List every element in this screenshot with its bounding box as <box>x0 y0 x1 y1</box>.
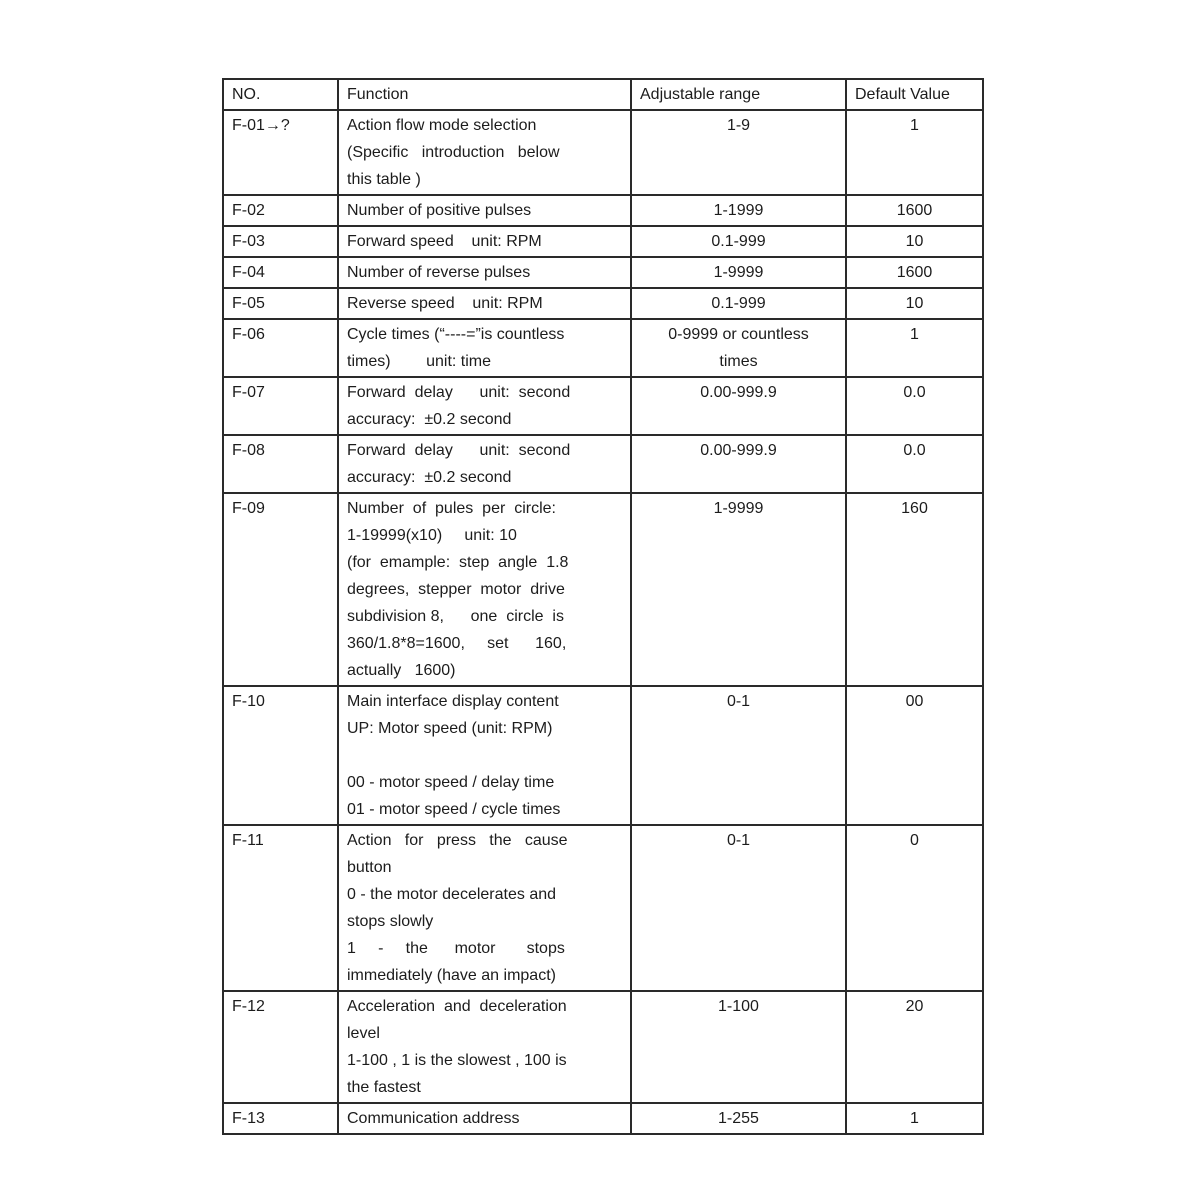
adjustable-range-cell <box>631 377 846 435</box>
parameter-table <box>222 78 984 1135</box>
range-line: 1-9999 <box>713 264 764 281</box>
function-line: immediately (have an impact) <box>347 967 556 984</box>
table-row <box>223 686 983 825</box>
function-line: times) unit: time <box>347 353 492 370</box>
function-line: Action flow mode selection <box>347 117 537 134</box>
header-row <box>223 79 983 110</box>
function-cell <box>338 257 631 288</box>
function-line: stops slowly <box>347 913 434 930</box>
function-line: 01 - motor speed / cycle times <box>347 801 561 818</box>
table-row <box>223 493 983 686</box>
function-line: 1 - the motor stops <box>347 940 565 957</box>
table-row <box>223 319 983 377</box>
table-body <box>223 110 983 1134</box>
function-cell <box>338 226 631 257</box>
function-line: Acceleration and deceleration <box>347 998 567 1015</box>
function-cell <box>338 319 631 377</box>
function-line: Communication address <box>347 1110 520 1127</box>
default-value-cell: 1600 <box>846 257 983 288</box>
range-line: 0.1-999 <box>711 233 766 250</box>
function-line: level <box>347 1025 380 1042</box>
header-default-value: Default Value <box>846 79 983 110</box>
function-line: the fastest <box>347 1079 421 1096</box>
function-line: Forward delay unit: second <box>347 442 571 459</box>
function-line: UP: Motor speed (unit: RPM) <box>347 720 553 737</box>
function-line: accuracy: ±0.2 second <box>347 469 512 486</box>
default-value-cell: 10 <box>846 288 983 319</box>
function-cell <box>338 493 631 686</box>
function-line: Forward speed unit: RPM <box>347 233 542 250</box>
function-line: (Specific introduction below <box>347 144 560 161</box>
range-line: 0.1-999 <box>711 295 766 312</box>
function-line: button <box>347 859 392 876</box>
function-cell <box>338 377 631 435</box>
function-line: 360/1.8*8=1600, set 160, <box>347 635 567 652</box>
range-line: 1-1999 <box>713 202 764 219</box>
range-line: 0.00-999.9 <box>700 384 777 401</box>
function-cell <box>338 825 631 991</box>
table-row <box>223 377 983 435</box>
function-line: Number of reverse pulses <box>347 264 531 281</box>
function-line: Action for press the cause <box>347 832 568 849</box>
range-line: 0-1 <box>726 693 751 710</box>
function-line: degrees, stepper motor drive <box>347 581 565 598</box>
row-id-cell: F-01→? <box>223 110 338 195</box>
table-row <box>223 825 983 991</box>
function-line: Cycle times (“----=”is countless <box>347 326 565 343</box>
table-row <box>223 435 983 493</box>
default-value-cell: 0 <box>846 825 983 991</box>
function-line: accuracy: ±0.2 second <box>347 411 512 428</box>
range-line: 1-9 <box>726 117 751 134</box>
function-line: subdivision 8, one circle is <box>347 608 564 625</box>
row-id-cell: F-07 <box>223 377 338 435</box>
function-line: Number of pules per circle: <box>347 500 556 517</box>
function-cell <box>338 435 631 493</box>
default-value-cell: 1 <box>846 110 983 195</box>
function-line: (for emample: step angle 1.8 <box>347 554 569 571</box>
row-id-cell: F-08 <box>223 435 338 493</box>
header-adjustable-range: Adjustable range <box>631 79 846 110</box>
function-line: Number of positive pulses <box>347 202 532 219</box>
function-cell <box>338 686 631 825</box>
function-line: Reverse speed unit: RPM <box>347 295 543 312</box>
function-cell <box>338 288 631 319</box>
row-id-cell: F-02 <box>223 195 338 226</box>
default-value-cell: 00 <box>846 686 983 825</box>
range-line: 0.00-999.9 <box>700 442 777 459</box>
function-line: Forward delay unit: second <box>347 384 571 401</box>
default-value-cell: 10 <box>846 226 983 257</box>
function-line: Main interface display content <box>347 693 559 710</box>
row-id-cell: F-12 <box>223 991 338 1103</box>
default-value-cell: 1600 <box>846 195 983 226</box>
row-id-cell: F-10 <box>223 686 338 825</box>
adjustable-range-cell <box>631 288 846 319</box>
function-line: this table ) <box>347 171 421 188</box>
adjustable-range-cell <box>631 686 846 825</box>
range-line: 1-100 <box>718 998 759 1015</box>
adjustable-range-cell <box>631 110 846 195</box>
function-line: 0 - the motor decelerates and <box>347 886 557 903</box>
row-id-cell: F-06 <box>223 319 338 377</box>
range-line: 1-9999 <box>713 500 764 517</box>
range-line: 0-9999 or countless <box>668 326 809 343</box>
adjustable-range-cell <box>631 195 846 226</box>
table-row <box>223 1103 983 1134</box>
adjustable-range-cell <box>631 493 846 686</box>
function-line: 00 - motor speed / delay time <box>347 774 555 791</box>
range-line: 0-1 <box>726 832 751 849</box>
adjustable-range-cell <box>631 1103 846 1134</box>
function-line <box>347 742 622 769</box>
adjustable-range-cell <box>631 991 846 1103</box>
default-value-cell: 0.0 <box>846 377 983 435</box>
default-value-cell: 1 <box>846 319 983 377</box>
function-cell <box>338 1103 631 1134</box>
header-function: Function <box>338 79 631 110</box>
row-id-cell: F-03 <box>223 226 338 257</box>
row-id-cell: F-05 <box>223 288 338 319</box>
default-value-cell: 160 <box>846 493 983 686</box>
function-cell <box>338 195 631 226</box>
table-row <box>223 288 983 319</box>
table-row <box>223 991 983 1103</box>
default-value-cell: 20 <box>846 991 983 1103</box>
table-row <box>223 110 983 195</box>
adjustable-range-cell <box>631 825 846 991</box>
header-no: NO. <box>223 79 338 110</box>
table-row <box>223 226 983 257</box>
table-header <box>223 79 983 110</box>
function-cell <box>338 110 631 195</box>
row-id-cell: F-11 <box>223 825 338 991</box>
range-line: 1-255 <box>718 1110 759 1127</box>
default-value-cell: 1 <box>846 1103 983 1134</box>
adjustable-range-cell <box>631 226 846 257</box>
function-cell <box>338 991 631 1103</box>
function-line: 1-100 , 1 is the slowest , 100 is <box>347 1052 567 1069</box>
default-value-cell: 0.0 <box>846 435 983 493</box>
table-row <box>223 195 983 226</box>
function-line: 1-19999(x10) unit: 10 <box>347 527 517 544</box>
row-id-cell: F-09 <box>223 493 338 686</box>
adjustable-range-cell <box>631 319 846 377</box>
function-line: actually 1600) <box>347 662 456 679</box>
adjustable-range-cell <box>631 257 846 288</box>
row-id-cell: F-13 <box>223 1103 338 1134</box>
adjustable-range-cell <box>631 435 846 493</box>
row-id-cell: F-04 <box>223 257 338 288</box>
table-row <box>223 257 983 288</box>
range-line: times <box>719 353 758 370</box>
